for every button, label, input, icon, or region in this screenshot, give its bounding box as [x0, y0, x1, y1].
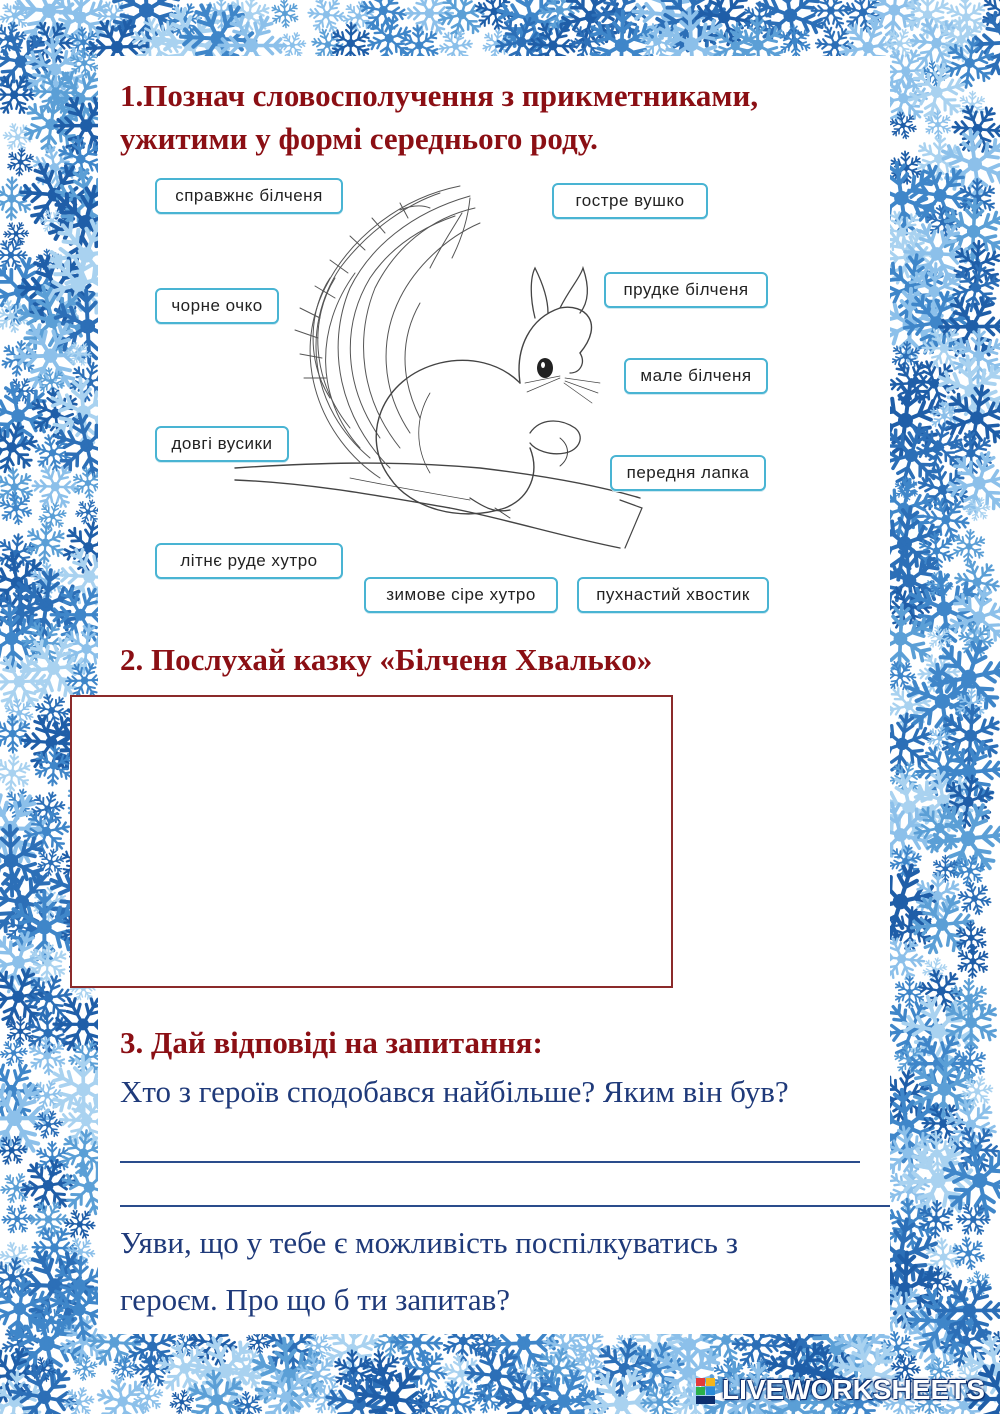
phrase-label[interactable]: передня лапка [610, 455, 766, 491]
squirrel-illustration [230, 178, 650, 553]
answer-line-1[interactable] [120, 1161, 860, 1163]
snowflake-icon [301, 0, 351, 40]
audio-player-frame[interactable] [70, 695, 673, 988]
snowflake-icon [0, 752, 33, 793]
phrase-label[interactable]: зимове сіре хутро [364, 577, 558, 613]
phrase-label[interactable]: прудке білченя [604, 272, 768, 308]
phrase-label[interactable]: довгі вусики [155, 426, 289, 462]
answer-line-2[interactable] [120, 1205, 890, 1207]
question-2-line2: героєм. Про що б ти запитав? [120, 1282, 511, 1317]
task1-title-line1: 1.Познач словосполучення з прикметниками, [120, 78, 759, 113]
phrase-label[interactable]: літнє руде хутро [155, 543, 343, 579]
phrase-label[interactable]: пухнастий хвостик [577, 577, 769, 613]
snowflake-icon [951, 875, 997, 921]
question-2-line1: Уяви, що у тебе є можливість поспілкуватись з [120, 1225, 738, 1260]
liveworksheets-logo [696, 1378, 716, 1404]
question-1: Хто з героїв сподобався найбільше? Яким він був? [120, 1074, 789, 1109]
phrase-label[interactable]: мале білченя [624, 358, 768, 394]
snowflake-icon [6, 147, 36, 177]
liveworksheets-watermark: LIVEWORKSHEETS [722, 1374, 985, 1405]
phrase-label[interactable]: чорне очко [155, 288, 279, 324]
snowflake-icon [0, 177, 33, 220]
snowflake-icon [951, 528, 987, 564]
phrase-label[interactable]: гостре вушко [552, 183, 708, 219]
snowflake-icon [265, 0, 304, 33]
task1-title-line2: ужитими у формі середнього роду. [120, 121, 598, 156]
task2-title: 2. Послухай казку «Білченя Хвалько» [120, 642, 653, 677]
phrase-label[interactable]: справжнє білченя [155, 178, 343, 214]
task3-title: 3. Дай відповіді на запитання: [120, 1025, 543, 1060]
